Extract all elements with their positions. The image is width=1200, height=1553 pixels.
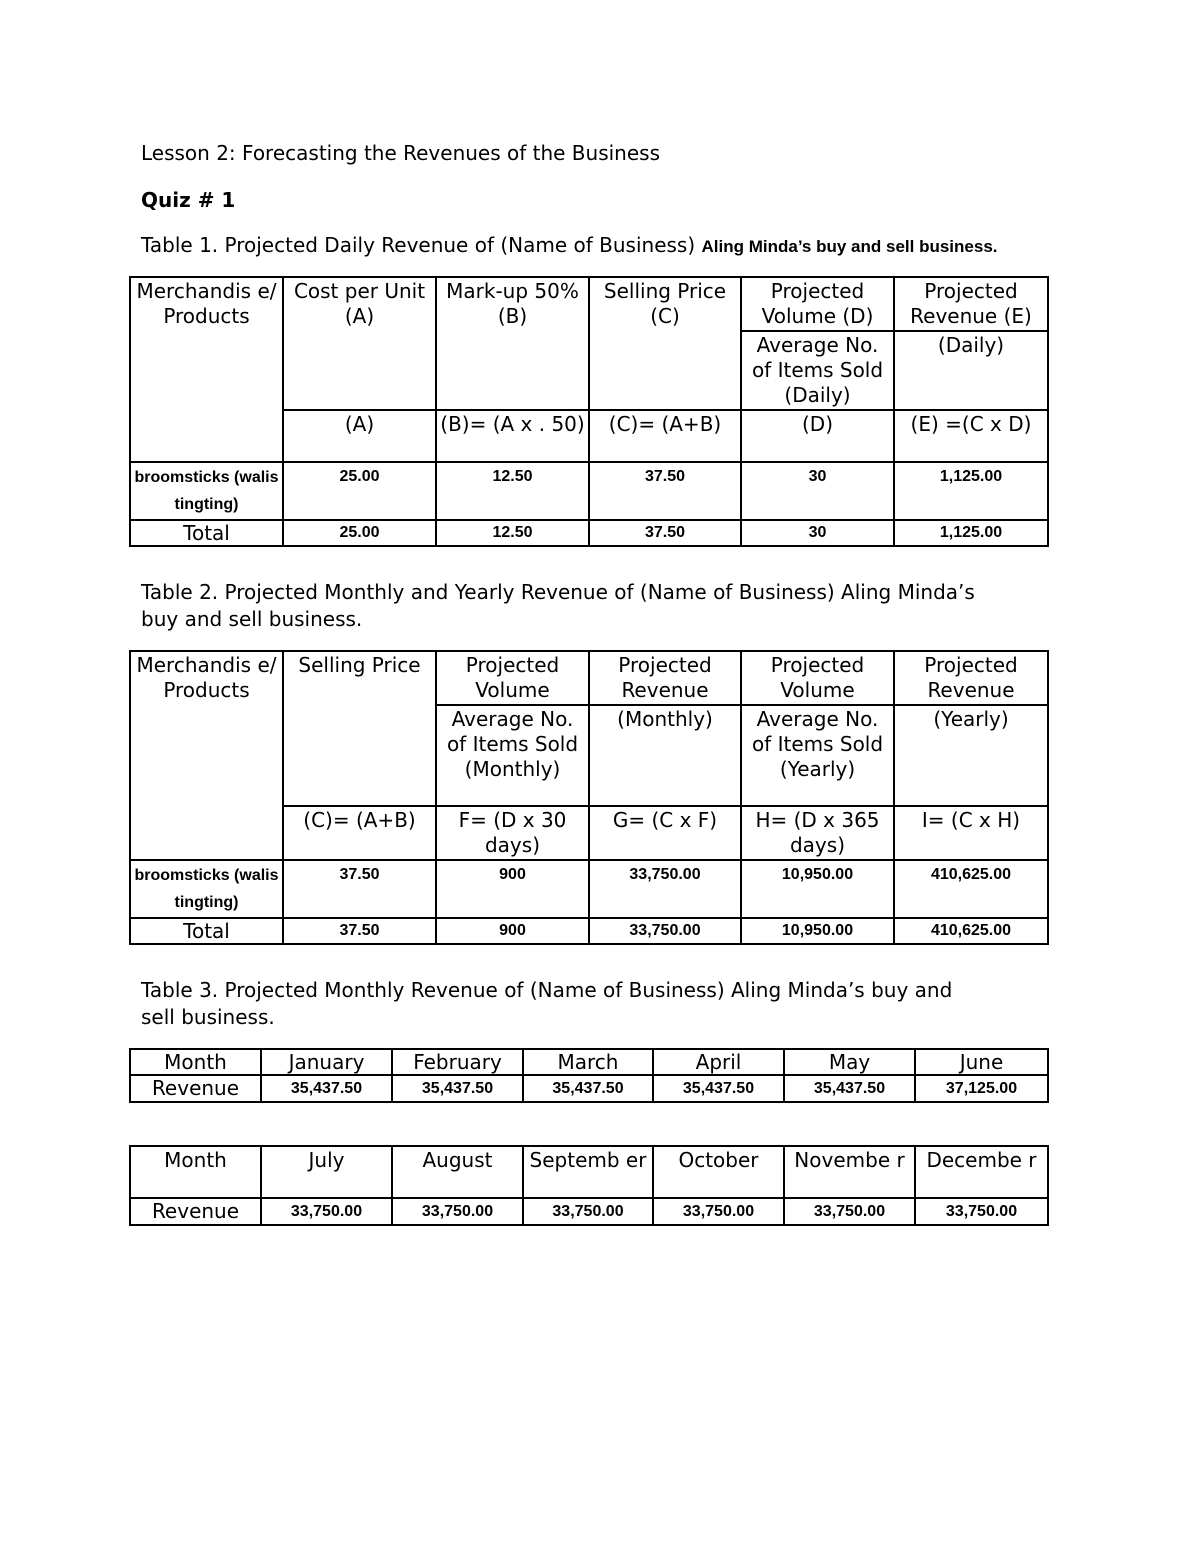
t3-month: Novembe r <box>784 1146 915 1198</box>
t2-cell: 37.50 <box>283 860 436 918</box>
t2-header-proj-revenue-monthly: Projected Revenue <box>589 651 741 705</box>
t2-total-cell: 37.50 <box>283 918 436 944</box>
table-row <box>130 462 1048 520</box>
t2-header-merch: Merchandis e/ Products <box>130 651 283 860</box>
t2-formula: I= (C x H) <box>894 806 1048 860</box>
t1-formula: (A) <box>283 410 436 462</box>
t1-header-merch: Merchandis e/ Products <box>130 277 283 462</box>
table1-caption <box>141 232 998 260</box>
t1-cell: 37.50 <box>589 462 741 520</box>
t3-month: May <box>784 1049 915 1075</box>
t3-revenue: 33,750.00 <box>915 1198 1048 1225</box>
table-total-row <box>130 520 1048 546</box>
t1-total-cell: 12.50 <box>436 520 589 546</box>
t1-cell: 30 <box>741 462 894 520</box>
t3-revenue: 35,437.50 <box>261 1075 392 1102</box>
t2-formula: G= (C x F) <box>589 806 741 860</box>
t2-total-cell: 410,625.00 <box>894 918 1048 944</box>
t3-revenue: 33,750.00 <box>261 1198 392 1225</box>
t3-month: March <box>523 1049 653 1075</box>
t2-cell: 900 <box>436 860 589 918</box>
t3-month: June <box>915 1049 1048 1075</box>
t3-month: April <box>653 1049 784 1075</box>
t1-total-cell: 1,125.00 <box>894 520 1048 546</box>
t3-revenue: 35,437.50 <box>392 1075 523 1102</box>
t2-header-yearly: (Yearly) <box>894 705 1048 806</box>
t1-total-label: Total <box>130 520 283 546</box>
t3-revenue-label: Revenue <box>130 1075 261 1102</box>
t1-total-cell: 30 <box>741 520 894 546</box>
t1-cell: 25.00 <box>283 462 436 520</box>
t3-month: October <box>653 1146 784 1198</box>
quiz-title: Quiz # 1 <box>141 188 236 212</box>
table2 <box>129 650 1049 945</box>
t2-total-cell: 33,750.00 <box>589 918 741 944</box>
t3-month: January <box>261 1049 392 1075</box>
t3-month: August <box>392 1146 523 1198</box>
t1-header-markup: Mark-up 50% (B) <box>436 277 589 410</box>
t1-total-cell: 25.00 <box>283 520 436 546</box>
t1-total-cell: 37.50 <box>589 520 741 546</box>
t3-revenue: 35,437.50 <box>784 1075 915 1102</box>
t2-formula: F= (D x 30 days) <box>436 806 589 860</box>
t3-month: Decembe r <box>915 1146 1048 1198</box>
t1-formula: (D) <box>741 410 894 462</box>
t3-revenue-label: Revenue <box>130 1198 261 1225</box>
table2-caption-line2: buy and sell business. <box>141 607 363 631</box>
t3-revenue: 33,750.00 <box>392 1198 523 1225</box>
t3-month: July <box>261 1146 392 1198</box>
t3-revenue: 33,750.00 <box>784 1198 915 1225</box>
t2-cell: 410,625.00 <box>894 860 1048 918</box>
t3-month: February <box>392 1049 523 1075</box>
t3-revenue: 35,437.50 <box>523 1075 653 1102</box>
t1-header-daily: (Daily) <box>894 331 1048 410</box>
t1-product: broomsticks (walis tingting) <box>130 462 283 520</box>
t2-product: broomsticks (walis tingting) <box>130 860 283 918</box>
t2-header-proj-volume-monthly: Projected Volume <box>436 651 589 705</box>
table3-part2 <box>129 1145 1049 1226</box>
lesson-title: Lesson 2: Forecasting the Revenues of the Business <box>141 141 661 165</box>
t2-header-avg-yearly: Average No. of Items Sold (Yearly) <box>741 705 894 806</box>
t1-formula: (B)= (A x . 50) <box>436 410 589 462</box>
t2-header-monthly: (Monthly) <box>589 705 741 806</box>
table3-part1 <box>129 1048 1049 1103</box>
t2-total-cell: 900 <box>436 918 589 944</box>
table3-caption-line1: Table 3. Projected Monthly Revenue of (Name of Business) Aling Minda’s buy and <box>141 978 953 1002</box>
t2-header-avg-monthly: Average No. of Items Sold (Monthly) <box>436 705 589 806</box>
t3-revenue: 37,125.00 <box>915 1075 1048 1102</box>
table1 <box>129 276 1049 547</box>
t2-header-proj-volume-yearly: Projected Volume <box>741 651 894 705</box>
t2-formula: (C)= (A+B) <box>283 806 436 860</box>
table1-caption-business: Aling Minda’s buy and sell business. <box>701 237 998 256</box>
t1-cell: 12.50 <box>436 462 589 520</box>
t1-formula: (C)= (A+B) <box>589 410 741 462</box>
table1-caption-prefix: Table 1. Projected Daily Revenue of (Name of Business) <box>141 233 696 257</box>
t3-month: Septemb er <box>523 1146 653 1198</box>
t2-formula: H= (D x 365 days) <box>741 806 894 860</box>
table3-caption-line2: sell business. <box>141 1005 275 1029</box>
t1-header-proj-volume: Projected Volume (D) <box>741 277 894 331</box>
t1-formula: (E) =(C x D) <box>894 410 1048 462</box>
table-total-row <box>130 918 1048 944</box>
t3-revenue: 35,437.50 <box>653 1075 784 1102</box>
t2-cell: 33,750.00 <box>589 860 741 918</box>
t1-header-cost: Cost per Unit (A) <box>283 277 436 410</box>
table-row <box>130 860 1048 918</box>
t2-total-label: Total <box>130 918 283 944</box>
t1-header-avg-items: Average No. of Items Sold (Daily) <box>741 331 894 410</box>
t1-header-selling: Selling Price (C) <box>589 277 741 410</box>
t2-total-cell: 10,950.00 <box>741 918 894 944</box>
t2-header-proj-revenue-yearly: Projected Revenue <box>894 651 1048 705</box>
t3-month-label: Month <box>130 1146 261 1198</box>
table2-caption-line1: Table 2. Projected Monthly and Yearly Revenue of (Name of Business) Aling Minda’s <box>141 580 975 604</box>
t3-month-label: Month <box>130 1049 261 1075</box>
t1-cell: 1,125.00 <box>894 462 1048 520</box>
t3-revenue: 33,750.00 <box>653 1198 784 1225</box>
t2-cell: 10,950.00 <box>741 860 894 918</box>
t3-revenue: 33,750.00 <box>523 1198 653 1225</box>
t2-header-selling: Selling Price <box>283 651 436 806</box>
t1-header-proj-revenue: Projected Revenue (E) <box>894 277 1048 331</box>
